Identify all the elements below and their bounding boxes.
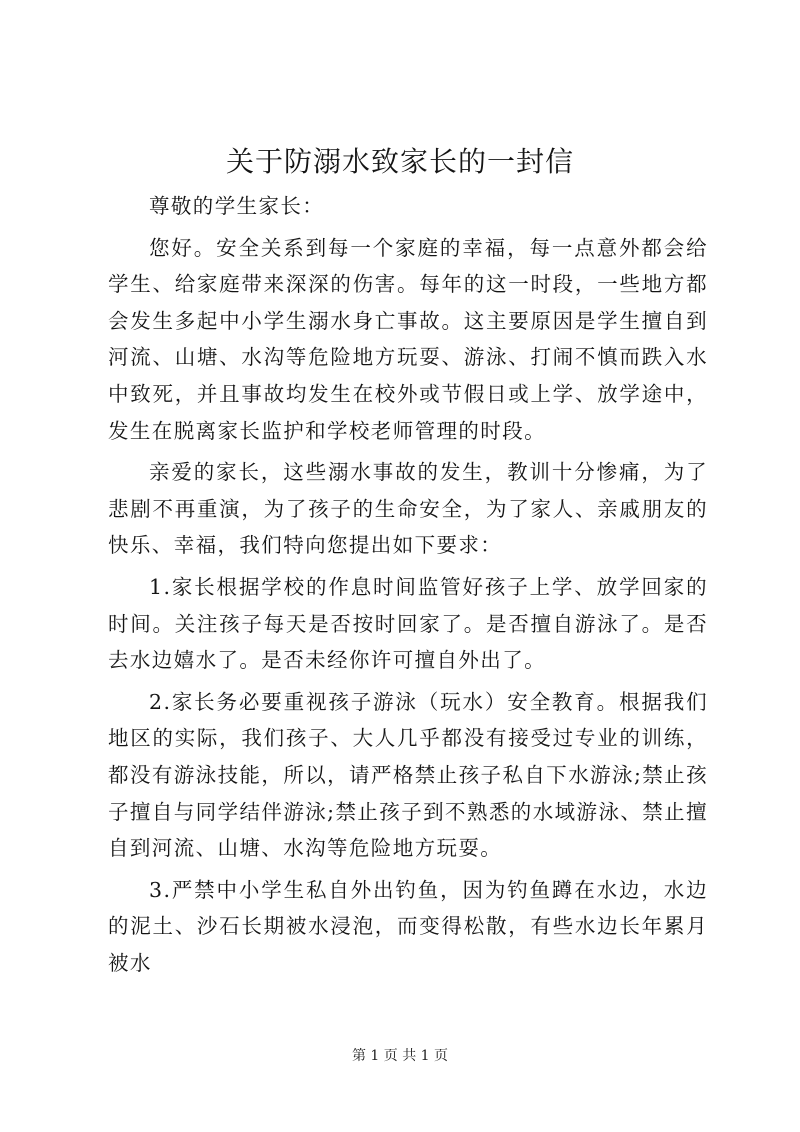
paragraph-requirement-2: 2.家长务必要重视孩子游泳（玩水）安全教育。根据我们地区的实际，我们孩子、大人几乎都没有接受过专业的训练，都没有游泳技能，所以，请严格禁止孩子私自下水游泳;禁止孩子擅自与同学结伴游泳;禁止孩子到不熟悉的水域游泳、禁止擅自到河流、山塘、水沟等危险地方玩耍。 xyxy=(108,689,708,861)
document-title: 关于防溺水致家长的一封信 xyxy=(225,145,574,178)
document-body xyxy=(108,188,708,986)
salutation: 尊敬的学生家长： xyxy=(149,194,325,218)
paragraph-requirement-1: 1.家长根据学校的作息时间监管好孩子上学、放学回家的时间。关注孩子每天是否按时回家了。是否擅自游泳了。是否去水边嬉水了。是否未经你许可擅自外出了。 xyxy=(108,574,708,673)
paragraph-greeting: 您好。安全关系到每一个家庭的幸福，每一点意外都会给学生、给家庭带来深深的伤害。每年的这一时段，一些地方都会发生多起中小学生溺水身亡事故。这主要原因是学生擅自到河流、山塘、水沟等危险地方玩耍、游泳、打闹不慎而跌入水中致死，并且事故均发生在校外或节假日或上学、放学途中，发生在脱离家长监护和学校老师管理的时段。 xyxy=(108,235,708,443)
paragraph-appeal: 亲爱的家长，这些溺水事故的发生，教训十分惨痛，为了悲剧不再重演，为了孩子的生命安全，为了家人、亲戚朋友的快乐、幸福，我们特向您提出如下要求： xyxy=(108,460,708,558)
paragraph-requirement-3: 3.严禁中小学生私自外出钓鱼，因为钓鱼蹲在水边，水边的泥土、沙石长期被水浸泡，而变得松散，有些水边长年累月被水 xyxy=(108,877,708,975)
page-footer: 第 1 页 共 1 页 xyxy=(351,1048,449,1064)
